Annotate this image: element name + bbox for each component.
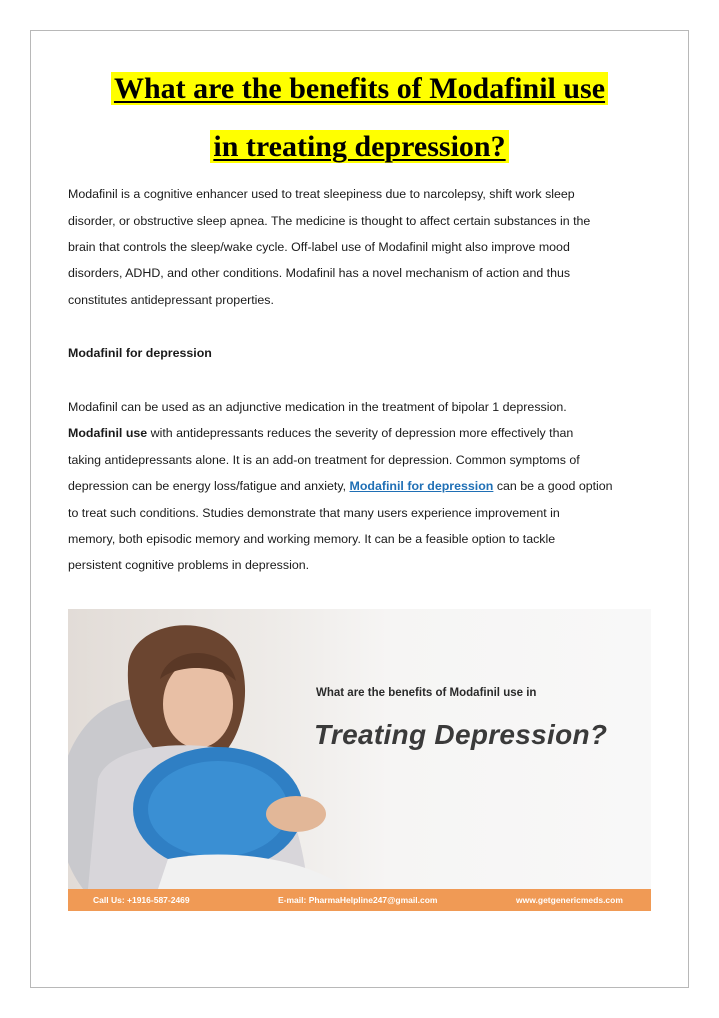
paragraph-1-line-5: constitutes antidepressant properties. [68,293,274,307]
paragraph-1-line-1: Modafinil is a cognitive enhancer used to treat sleepiness due to narcolepsy, shift work sleep [68,187,575,201]
line-text: with antidepressants reduces the severity of depression more effectively than [147,426,574,440]
paragraph-2-line-5: to treat such conditions. Studies demonstrate that many users experience improvement in [68,506,560,520]
banner-subtitle: What are the benefits of Modafinil use in [316,687,537,699]
bold-phrase: Modafinil use [68,426,148,440]
paragraph-2-line-3: taking antidepressants alone. It is an add-on treatment for depression. Common symptoms of [68,453,580,467]
paragraph-2-line-1: Modafinil can be used as an adjunctive medication in the treatment of bipolar 1 depression. [68,400,567,414]
paragraph-2-line-4 [68,479,613,493]
paragraph-2-line-2 [68,426,573,440]
section-heading: Modafinil for depression [68,346,212,360]
line-text: can be a good option [493,479,613,493]
title-highlight-1: What are the benefits of Modafinil use [111,72,608,105]
title-highlight-2: in treating depression? [210,130,508,163]
line-text: depression can be energy loss/fatigue and anxiety, [68,479,350,493]
banner-email: E-mail: PharmaHelpline247@gmail.com [278,895,438,905]
banner-headline: Treating Depression? [314,719,608,750]
paragraph-1-line-2: disorder, or obstructive sleep apnea. The medicine is thought to affect certain substances in the [68,214,591,228]
page-title-line-1 [0,72,719,106]
banner-contact-bar [68,889,651,911]
banner-phone: Call Us: +1916-587-2469 [93,895,190,905]
banner-website: www.getgenericmeds.com [516,895,623,905]
paragraph-1-line-3: brain that controls the sleep/wake cycle. Off-label use of Modafinil might also improve mood [68,240,570,254]
paragraph-2-line-7: persistent cognitive problems in depression. [68,558,310,572]
page-title-line-2 [0,130,719,164]
paragraph-2-line-6: memory, both episodic memory and working memory. It can be a feasible option to tackle [68,532,556,546]
article-banner-image [68,609,651,911]
modafinil-depression-link[interactable]: Modafinil for depression [349,479,494,493]
paragraph-1-line-4: disorders, ADHD, and other conditions. Modafinil has a novel mechanism of action and thus [68,266,571,280]
